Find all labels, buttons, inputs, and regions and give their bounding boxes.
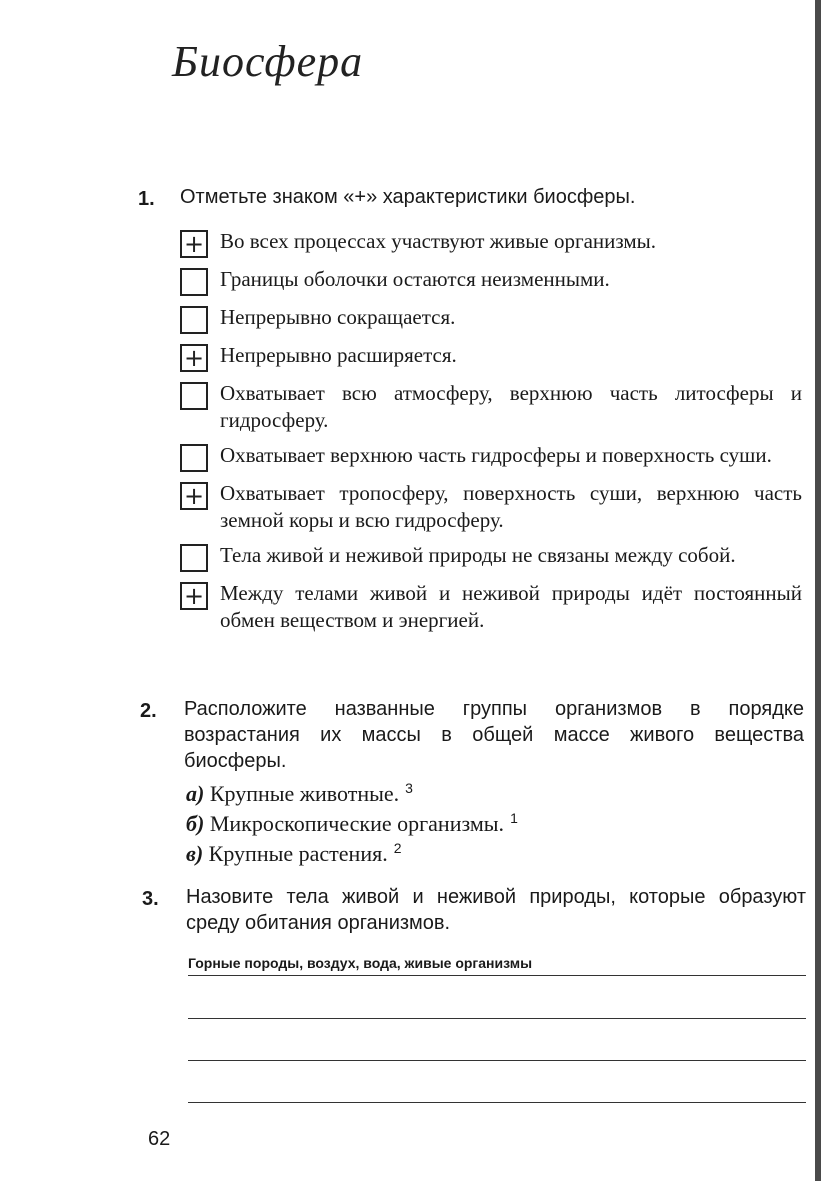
item-text: Границы оболочки остаются неизменными. — [220, 267, 610, 291]
answer-text[interactable]: Горные породы, воздух, вода, живые организмы — [188, 955, 533, 971]
option-answer: 2 — [393, 840, 402, 856]
checkbox[interactable] — [180, 544, 208, 572]
item-text: Охватывает верхнюю часть гидросферы и поверхность суши. — [220, 443, 772, 467]
option-label: в) — [186, 841, 204, 866]
options-list — [186, 780, 518, 870]
list-item — [180, 304, 802, 334]
answer-line — [188, 1018, 806, 1019]
list-item — [180, 442, 802, 472]
item-text: Между телами живой и неживой природы идёт постоянный обмен веществом и энергией. — [220, 581, 802, 632]
list-item — [180, 266, 802, 296]
list-item — [180, 542, 802, 572]
item-text: Непрерывно сокращается. — [220, 305, 456, 329]
item-text: Охватывает всю атмосферу, верхнюю часть литосферы и гидросферу. — [220, 381, 802, 432]
option-answer: 1 — [510, 810, 518, 826]
item-text: Во всех процессах участвуют живые организмы. — [220, 229, 657, 253]
list-item — [180, 480, 802, 534]
option-text: Крупные животные. — [209, 781, 400, 806]
page-edge-shadow — [815, 0, 821, 1181]
list-item — [180, 580, 802, 634]
list-item — [180, 228, 802, 258]
option-item — [186, 780, 518, 810]
option-label: б) — [186, 811, 205, 836]
option-text: Крупные растения. — [208, 841, 388, 866]
item-text: Охватывает тропосферу, поверхность суши, верхнюю часть земной коры и всю гидросферу. — [220, 481, 802, 532]
checkbox[interactable] — [180, 382, 208, 410]
question-2-number: 2. — [140, 700, 157, 722]
list-item — [180, 380, 802, 434]
option-item — [186, 840, 518, 870]
checkbox[interactable] — [180, 306, 208, 334]
page-title: Биосфера — [172, 37, 364, 86]
question-1-text: Отметьте знаком «+» характеристики биосферы. — [180, 186, 636, 208]
option-text: Микроскопические организмы. — [209, 811, 505, 836]
list-item — [180, 342, 802, 372]
question-1-number: 1. — [138, 188, 155, 210]
page-number: 62 — [148, 1128, 171, 1150]
answer-line — [188, 1102, 806, 1103]
checkbox[interactable]: + — [180, 482, 208, 510]
option-answer: 3 — [405, 780, 413, 796]
answer-line — [188, 975, 806, 976]
question-3-number: 3. — [142, 888, 159, 910]
checkbox[interactable]: + — [180, 582, 208, 610]
question-2-text: Расположите названные группы организмов в порядке возрастания их массы в общей массе живого вещества биосферы. — [184, 698, 804, 772]
checkbox[interactable] — [180, 444, 208, 472]
checklist — [180, 228, 802, 642]
answer-line — [188, 1060, 806, 1061]
option-item — [186, 810, 518, 840]
checkbox[interactable]: + — [180, 230, 208, 258]
item-text: Непрерывно расширяется. — [220, 343, 457, 367]
item-text: Тела живой и неживой природы не связаны между собой. — [220, 543, 736, 567]
checkbox[interactable]: + — [180, 344, 208, 372]
option-label: а) — [186, 781, 205, 806]
checkbox[interactable] — [180, 268, 208, 296]
question-3-text: Назовите тела живой и неживой природы, которые образуют среду обитания организмов. — [186, 886, 806, 934]
